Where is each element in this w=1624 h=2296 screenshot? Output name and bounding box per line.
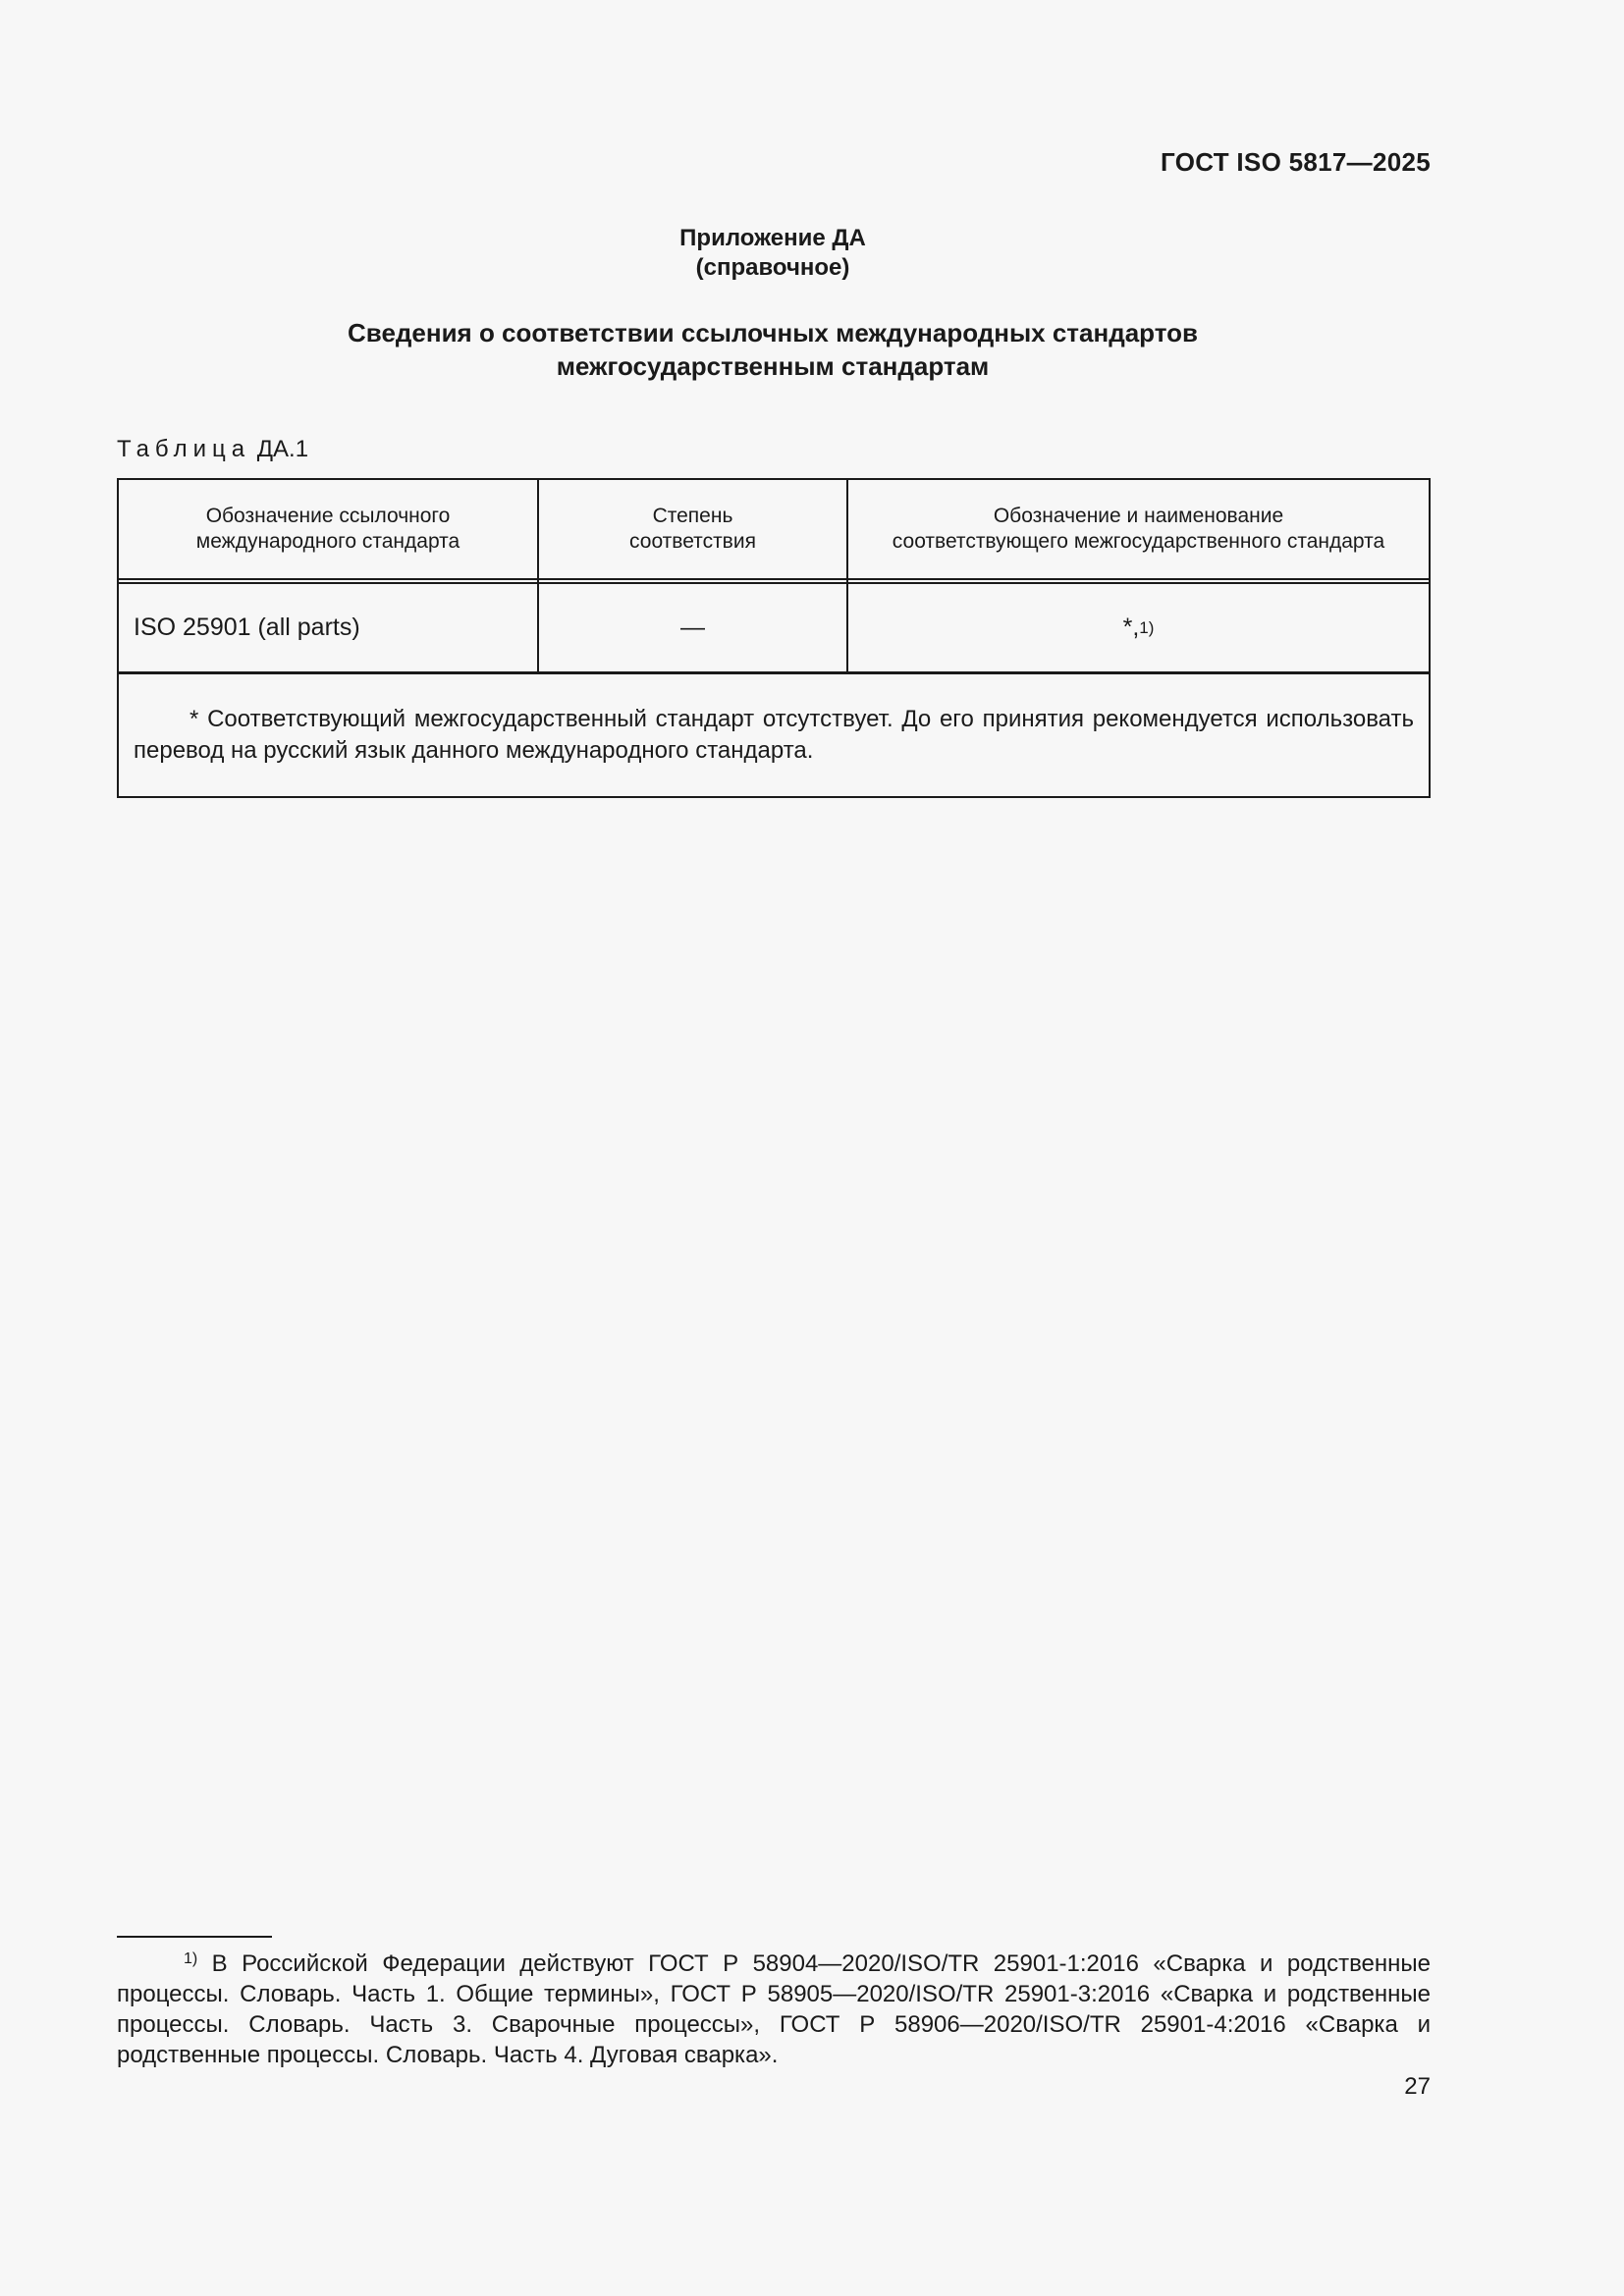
table-caption (117, 436, 308, 463)
header-col3-line1: Обозначение и наименование (993, 505, 1284, 527)
cell-designation: ISO 25901 (all parts) (119, 584, 539, 671)
header-cell-designation (119, 480, 539, 578)
footnote-divider (117, 1936, 272, 1938)
section-title-line1: Сведения о соответствии ссылочных международных стандартов (348, 318, 1198, 347)
header-col3-line2: соответствующего межгосударственного стандарта (892, 530, 1385, 553)
header-col1-line1: Обозначение ссылочного (205, 505, 451, 527)
section-title (0, 316, 1545, 383)
table-row (119, 584, 1429, 674)
footnote-text: В Российской Федерации действуют ГОСТ Р 58904—2020/ISO/TR 25901-1:2016 «Сварка и родственные процессы. Словарь. Часть 1. Общие термины», ГОСТ Р 58905—2020/ISO/TR 25901-3:2016 «Сварка и родственные процессы. Словарь. Часть 3. Сварочные процессы», ГОСТ Р 58906—2020/ISO/TR 25901-4:2016 «Сварка и родственные процессы. Словарь. Часть 4. Дуговая сварка». (117, 1950, 1431, 2068)
header-cell-interstate (848, 480, 1429, 578)
header-col2-line1: Степень (652, 505, 733, 527)
footnote (117, 1944, 1431, 2070)
header-col2-line2: соответствия (629, 530, 756, 553)
appendix-heading (0, 224, 1545, 283)
table-caption-id: ДА.1 (256, 436, 309, 462)
page-number: 27 (1404, 2073, 1431, 2100)
header-col1-line2: международного стандарта (195, 530, 460, 553)
table-caption-word: Таблица (117, 436, 251, 462)
cell-interstate (848, 584, 1429, 671)
footnote-ref: 1) (184, 1950, 198, 1967)
table-header-row (119, 480, 1429, 580)
standard-code: ГОСТ ISO 5817—2025 (1161, 147, 1431, 177)
table-note: * Соответствующий межгосударственный стандарт отсутствует. До его принятия рекомендуется использовать перевод на русский язык данного международного стандарта. (134, 706, 1414, 764)
header-cell-degree (539, 480, 848, 578)
section-title-line2: межгосударственным стандартам (556, 351, 990, 381)
cell-interstate-mark: *, (1122, 614, 1140, 641)
correspondence-table (117, 478, 1431, 798)
appendix-subtitle: (справочное) (695, 254, 850, 281)
cell-degree: — (539, 584, 848, 671)
cell-interstate-footnote-ref: 1) (1139, 617, 1155, 637)
appendix-title: Приложение ДА (679, 225, 866, 251)
